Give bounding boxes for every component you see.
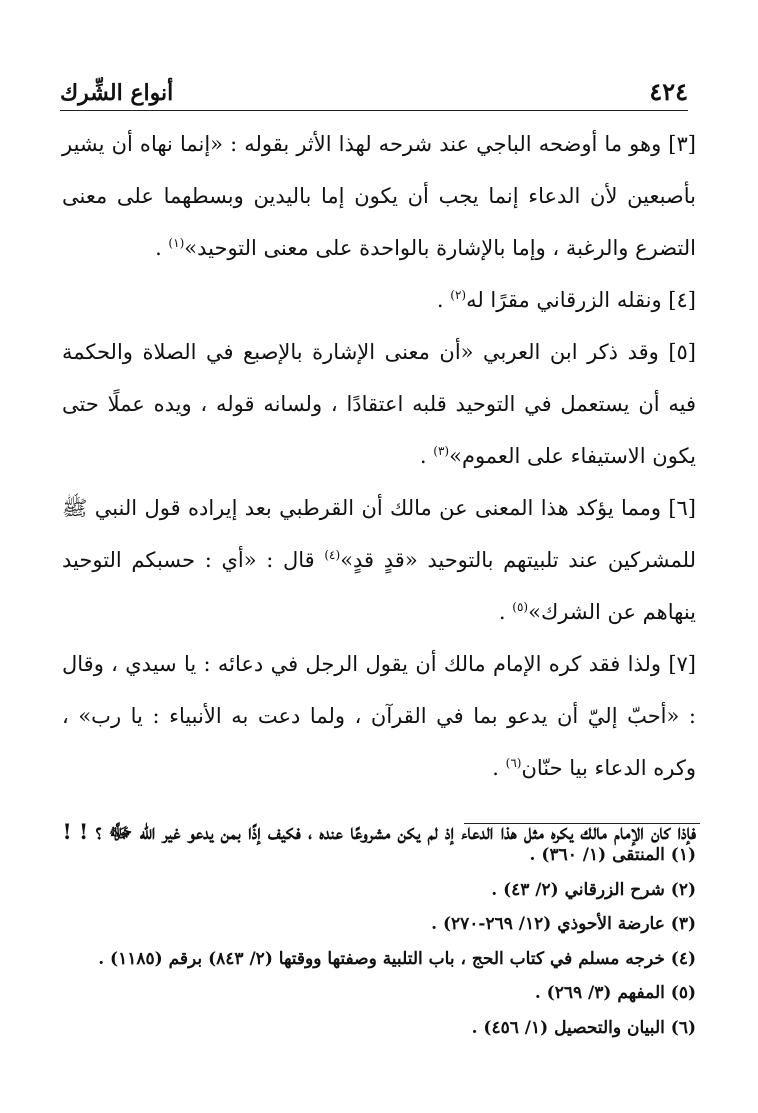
running-title: أنواع الشِّرك [60,80,174,106]
footnote-divider [464,823,700,824]
footnote-5: (٥) المفهم (٣/ ٢٦٩) . [534,983,696,1003]
footnote-ref: (٥) [512,600,529,614]
footnote-ref: (٦) [505,756,522,770]
footnote-1: (١) المنتقى (١/ ٣٦٠) . [529,845,696,865]
footnote-ref: (٢) [450,288,467,302]
footnote-6: (٦) البيان والتحصيل (١/ ٤٥٦) . [471,1017,696,1038]
paragraph-text: [٧] ولذا فقد كره الإمام مالك أن يقول الرجل في دعائه : يا سيدي ، وقال : «أحبّ إليّ أن يدعو بما في القرآن ، ولما دعت به الأنبياء : يا رب» ، وكره الدعاء بيا حنّان [62,652,696,780]
footnote-ref: (٤) [324,548,341,562]
footnote-ref: (٣) [433,444,450,458]
paragraph-text: [٤] ونقله الزرقاني مقرًا له [466,288,696,312]
paragraph-tail: . [155,236,169,260]
paragraph-7 [62,638,696,794]
paragraph-tail: . [419,444,434,468]
conclusion-paragraph: فإذا كان الإمام مالك يكره مثل هذا الدعاء إذ لم يكن مشروعًا عنده ، فكيف إذًا بمن يدعو غير الله ﷻ ؟ ! ! [62,819,696,844]
footnote-2: (٢) شرح الزرقاني (٢/ ٤٣) . [491,879,696,900]
paragraph-6 [62,482,696,638]
footnotes [62,838,696,1045]
page-number: ٤٢٤ [649,77,688,106]
paragraph-4 [62,274,696,326]
paragraph-text: [٣] وهو ما أوضحه الباجي عند شرحه لهذا الأثر بقوله : «إنما نهاه أن يشير بأصبعين لأن الدعاء إنما يجب أن يكون إما باليدين وبسطهما على معنى التضرع والرغبة ، وإما بالإشارة بالواحدة على معنى التوحيد» [62,132,696,260]
body-text [62,118,696,858]
paragraph-3 [62,118,696,274]
paragraph-text-continued: قال : «أي : حسبكم التوحيد ينهاهم عن الشرك» [62,548,696,624]
paragraph-5 [62,326,696,482]
page-header [60,72,688,111]
paragraph-tail: . [436,288,451,312]
footnote-ref: (١) [168,236,185,250]
paragraph-tail: . [498,600,513,624]
paragraph-tail: . [492,756,506,780]
footnote-3: (٣) عارضة الأحوذي (١٢/ ٢٦٩-٢٧٠) . [431,914,696,934]
footnote-4: (٤) خرجه مسلم في كتاب الحج ، باب التلبية وصفتها ووقتها (٢/ ٨٤٣) برقم (١١٨٥) . [98,948,696,969]
paragraph-text: [٥] وقد ذكر ابن العربي «أن معنى الإشارة بالإصبع في الصلاة والحكمة فيه أن يستعمل في التوحيد قلبه اعتقادًا ، ولسانه قوله ، ويده عملًا حتى يكون الاستيفاء على العموم» [62,340,696,468]
paragraph-text: [٦] ومما يؤكد هذا المعنى عن مالك أن القرطبي بعد إيراده قول النبي ﷺ للمشركين عند تلبيتهم بالتوحيد «قدٍ قدٍ» [62,496,696,572]
